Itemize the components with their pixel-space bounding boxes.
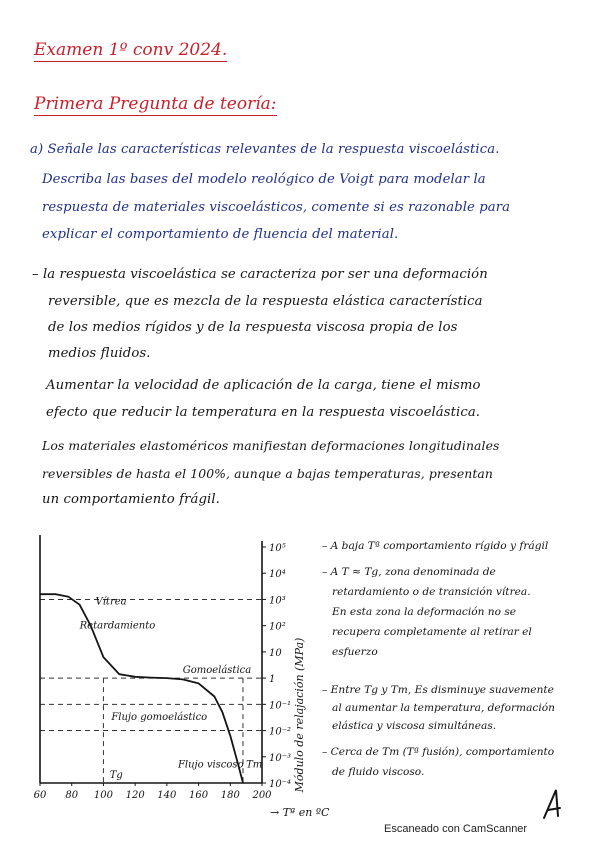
- chart-y-tick-label: 10³: [269, 595, 286, 607]
- chart-region-label: Tg: [109, 769, 123, 781]
- answer-line: Los materiales elastoméricos manifiestan deformaciones longitudinales: [42, 438, 500, 453]
- answer-line: reversibles de hasta el 100%, aunque a bajas temperaturas, presentan: [42, 466, 493, 481]
- note-line: de fluido viscoso.: [332, 766, 425, 778]
- chart-y-tick-label: 10⁻²: [269, 726, 292, 738]
- chart-y-tick-label: 10⁻³: [269, 752, 292, 764]
- chart-region-label: Flujo gomoelástico: [111, 712, 208, 724]
- chart-y-tick-label: 10⁵: [269, 543, 286, 554]
- answer-line: de los medios rígidos y de la respuesta viscosa propia de los: [48, 320, 458, 335]
- note-line: – A baja Tª comportamiento rígido y frágil: [322, 540, 549, 552]
- chart-region-label: Flujo viscoso: [177, 759, 244, 771]
- chart-x-tick-label: 180: [220, 790, 240, 801]
- note-line: recupera completamente al retirar el: [332, 626, 532, 638]
- answer-line: un comportamiento frágil.: [42, 492, 220, 507]
- chart-x-tick-label: 60: [33, 790, 47, 801]
- signature-mark: [540, 786, 570, 822]
- chart-x-tick-label: 120: [125, 790, 145, 801]
- note-line: – Entre Tg y Tm, Es disminuye suavemente: [322, 684, 554, 696]
- answer-line: reversible, que es mezcla de la respuesta elástica característica: [48, 294, 483, 309]
- answer-line: efecto que reducir la temperatura en la respuesta viscoelástica.: [46, 405, 481, 420]
- chart-region-label: Tm: [246, 759, 263, 771]
- chart-x-tick-label: 80: [65, 790, 79, 801]
- scanner-credit: Escaneado con CamScanner: [384, 823, 528, 835]
- chart-y-tick-label: 10: [269, 647, 282, 659]
- note-line: En esta zona la deformación no se: [332, 606, 517, 618]
- chart-y-axis-label: Módulo de relajación (MPa): [293, 637, 306, 793]
- chart-x-tick-label: 160: [189, 790, 209, 801]
- question-line: explicar el comportamiento de fluencia del material.: [42, 227, 399, 242]
- chart-x-axis-label: → Tª en ºC: [270, 806, 330, 819]
- chart-y-tick-label: 10²: [269, 621, 286, 633]
- answer-line: Aumentar la velocidad de aplicación de la carga, tiene el mismo: [46, 378, 481, 393]
- question-line: a) Señale las características relevantes de la respuesta viscoelástica.: [30, 142, 500, 157]
- chart-y-tick-label: 10⁻⁴: [269, 779, 292, 790]
- exam-title: Examen 1º conv 2024.: [34, 40, 228, 60]
- note-line: al aumentar la temperatura, deformación: [332, 702, 555, 714]
- question-line: respuesta de materiales viscoelásticos, comente si es razonable para: [42, 200, 511, 215]
- answer-line: medios fluidos.: [48, 346, 151, 361]
- chart-x-tick-label: 200: [252, 790, 272, 801]
- chart-region-label: Gomoelástica: [182, 664, 252, 676]
- note-line: – Cerca de Tm (Tª fusión), comportamiento: [322, 746, 555, 758]
- note-line: esfuerzo: [332, 646, 378, 658]
- note-line: – A T ≈ Tg, zona denominada de: [322, 566, 496, 578]
- section-title: Primera Pregunta de teoría:: [34, 94, 277, 114]
- chart-x-tick-label: 140: [157, 790, 177, 801]
- chart-y-tick-label: 1: [269, 674, 276, 686]
- chart-y-tick-label: 10⁴: [269, 569, 286, 581]
- chart-region-label: Vítrea: [95, 596, 127, 608]
- chart-y-tick-label: 10⁻¹: [269, 700, 292, 712]
- relaxation-modulus-chart: [0, 525, 330, 825]
- note-line: retardamiento o de transición vítrea.: [332, 586, 531, 598]
- chart-x-tick-label: 100: [93, 790, 113, 801]
- note-line: elástica y viscosa simultáneas.: [332, 720, 497, 732]
- answer-line: – la respuesta viscoelástica se caracteriza por ser una deformación: [32, 267, 488, 282]
- question-line: Describa las bases del modelo reológico de Voigt para modelar la: [42, 172, 486, 187]
- chart-region-label: Retardamiento: [79, 620, 156, 632]
